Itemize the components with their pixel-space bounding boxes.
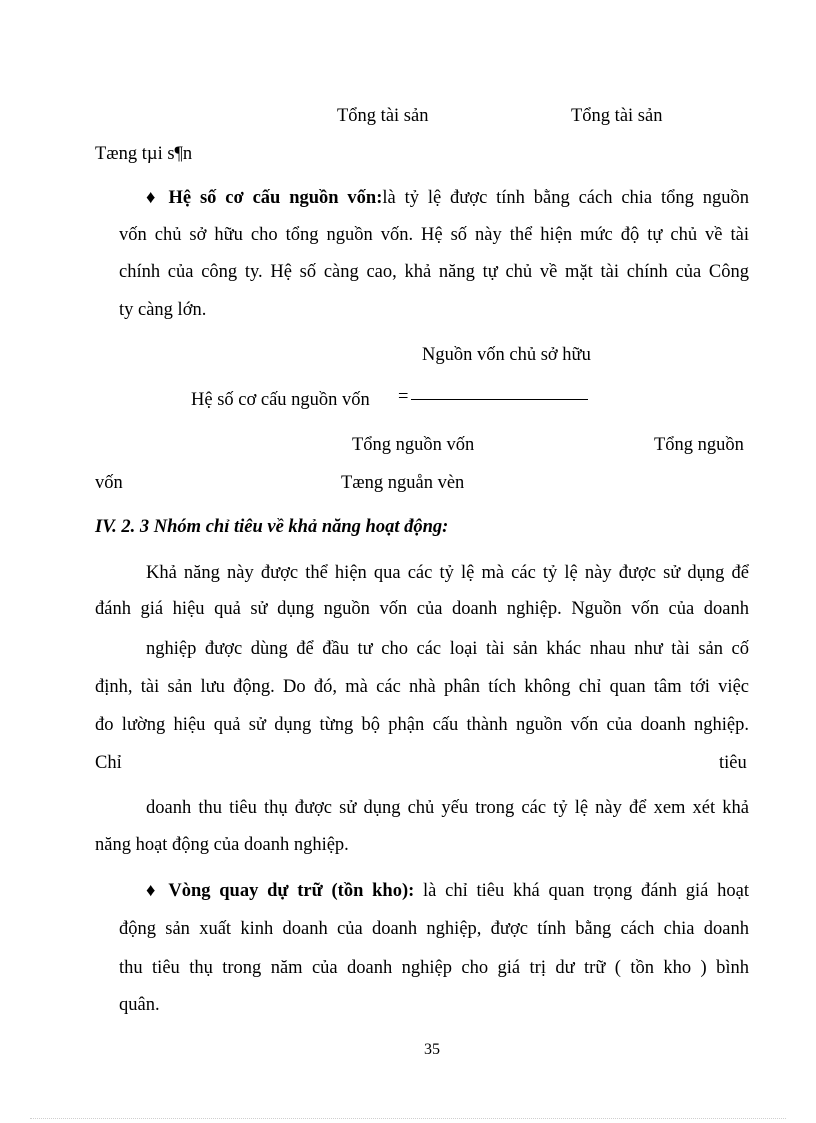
paragraph-line: chính của công ty. Hệ số càng cao, khả năng tự chủ về mặt tài chính của Công: [119, 262, 749, 282]
total-assets-label-1: Tổng tài sản: [337, 106, 429, 126]
section-heading: IV. 2. 3 Nhóm chỉ tiêu về khả năng hoạt động:: [95, 517, 449, 537]
bullet-icon: ♦: [146, 881, 160, 901]
garbled-text-1: Tæng tµi s¶n: [95, 144, 193, 164]
paragraph-line: đánh giá hiệu quả sử dụng nguồn vốn của doanh nghiệp. Nguồn vốn của doanh: [95, 599, 749, 619]
footer-divider: [30, 1118, 786, 1119]
paragraph-line: quân.: [119, 995, 160, 1015]
total-capital-label: Tổng nguồn: [654, 435, 744, 455]
bullet-paragraph-line: [146, 879, 749, 903]
total-assets-label-2: Tổng tài sản: [571, 106, 663, 126]
bullet-text: là tỷ lệ được tính bằng cách chia tổng nguồn: [382, 188, 749, 208]
formula-numerator: Nguồn vốn chủ sở hữu: [422, 345, 591, 365]
bullet-icon: ♦: [146, 188, 160, 208]
paragraph-line: đo lường hiệu quả sử dụng từng bộ phận cấu thành nguồn vốn của doanh nghiệp.: [95, 715, 749, 735]
word-chi: Chỉ: [95, 753, 122, 773]
capital-word: vốn: [95, 473, 123, 493]
paragraph-line: doanh thu tiêu thụ được sử dụng chủ yếu trong các tỷ lệ này để xem xét khả: [146, 798, 749, 818]
paragraph-line: thu tiêu thụ trong năm của doanh nghiệp cho giá trị dư trữ ( tồn kho ) bình: [119, 958, 749, 978]
formula-equals: =: [398, 387, 409, 407]
paragraph-line: năng hoạt động của doanh nghiệp.: [95, 835, 349, 855]
paragraph-line: định, tài sản lưu động. Do đó, mà các nhà phân tích không chỉ quan tâm tới việc: [95, 677, 749, 697]
garbled-text-2: Tæng nguån vèn: [341, 473, 465, 493]
page-number: 35: [424, 1041, 440, 1058]
fraction-bar: [411, 399, 588, 400]
paragraph-line: nghiệp được dùng để đầu tư cho các loại tài sản khác nhau như tài sản cố: [146, 639, 749, 659]
bullet-label-capital-structure: Hệ số cơ cấu nguồn vốn:: [168, 188, 383, 208]
paragraph-line: Khả năng này được thể hiện qua các tỷ lệ mà các tỷ lệ này được sử dụng để: [146, 563, 749, 583]
bullet-text: là chỉ tiêu khá quan trọng đánh giá hoạt: [423, 881, 749, 901]
paragraph-line: ty càng lớn.: [119, 300, 207, 320]
paragraph-line: động sản xuất kinh doanh của doanh nghiệp, được tính bằng cách chia doanh: [119, 919, 749, 939]
formula-label: Hệ số cơ cấu nguồn vốn: [191, 390, 370, 410]
paragraph-line: vốn chủ sở hữu cho tổng nguồn vốn. Hệ số này thể hiện mức độ tự chủ về tài: [119, 225, 749, 245]
bullet-paragraph-line: [146, 186, 749, 210]
bullet-label-inventory-turnover: Vòng quay dự trữ (tồn kho):: [168, 881, 415, 901]
word-tieu: tiêu: [719, 753, 747, 773]
formula-denominator: Tổng nguồn vốn: [352, 435, 475, 455]
